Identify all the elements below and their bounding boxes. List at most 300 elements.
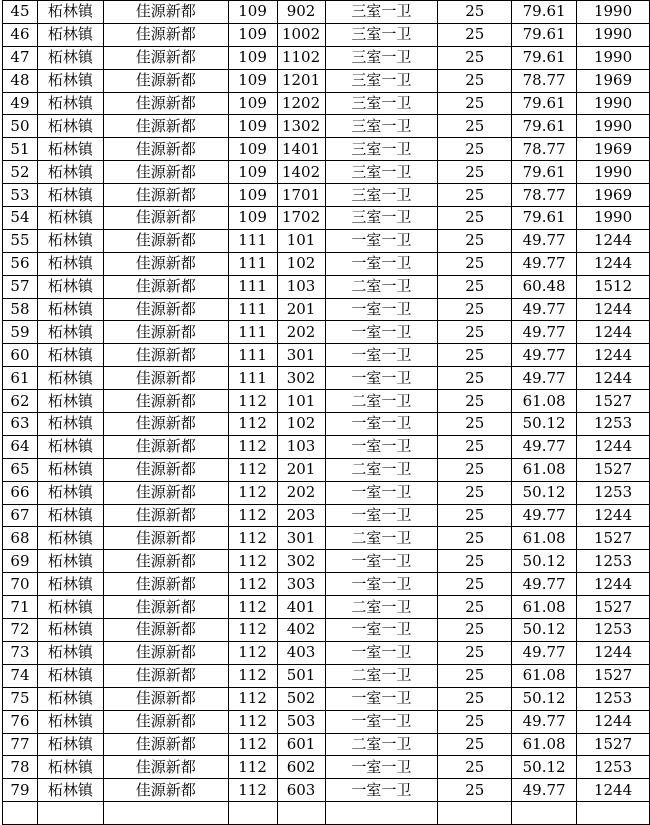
- table-cell: 1527: [577, 664, 650, 687]
- table-cell: 603: [277, 779, 325, 802]
- table-cell: 25: [438, 733, 512, 756]
- table-cell: 61.08: [512, 596, 577, 619]
- table-cell: 61.08: [512, 733, 577, 756]
- table-cell: 112: [228, 458, 277, 481]
- table-cell: 50.12: [512, 619, 577, 642]
- table-cell: 25: [438, 184, 512, 207]
- table-cell: 1244: [577, 344, 650, 367]
- table-cell: 佳源新都: [103, 664, 228, 687]
- table-cell: 25: [438, 115, 512, 138]
- table-cell: 112: [228, 710, 277, 733]
- table-cell: 柘林镇: [37, 275, 103, 298]
- table-cell: 三室一卫: [325, 23, 438, 46]
- table-cell: 902: [277, 1, 325, 24]
- table-cell: 1990: [577, 92, 650, 115]
- table-cell: 68: [3, 527, 38, 550]
- table-cell: 49.77: [512, 710, 577, 733]
- table-cell: 1527: [577, 596, 650, 619]
- table-cell: 佳源新都: [103, 687, 228, 710]
- table-cell: 柘林镇: [37, 321, 103, 344]
- table-cell: 1969: [577, 138, 650, 161]
- table-cell: 79.61: [512, 46, 577, 69]
- table-cell: 112: [228, 641, 277, 664]
- table-cell: 一室一卫: [325, 687, 438, 710]
- table-cell: 79.61: [512, 207, 577, 230]
- table-cell: 佳源新都: [103, 619, 228, 642]
- table-cell: 柘林镇: [37, 367, 103, 390]
- table-cell: 一室一卫: [325, 641, 438, 664]
- table-cell: 49.77: [512, 504, 577, 527]
- table-cell: 1527: [577, 390, 650, 413]
- table-cell: 1990: [577, 115, 650, 138]
- table-cell: 佳源新都: [103, 69, 228, 92]
- table-cell: 25: [438, 367, 512, 390]
- table-cell: [103, 802, 228, 825]
- table-cell: 112: [228, 550, 277, 573]
- table-row: [3, 390, 650, 413]
- table-cell: 佳源新都: [103, 115, 228, 138]
- table-cell: 109: [228, 115, 277, 138]
- table-cell: 1527: [577, 527, 650, 550]
- table-cell: 佳源新都: [103, 573, 228, 596]
- table-cell: 25: [438, 413, 512, 436]
- table-cell: 二室一卫: [325, 390, 438, 413]
- table-cell: 1102: [277, 46, 325, 69]
- table-cell: 102: [277, 413, 325, 436]
- table-cell: 25: [438, 390, 512, 413]
- table-row: [3, 710, 650, 733]
- table-cell: 109: [228, 207, 277, 230]
- table-cell: 1969: [577, 184, 650, 207]
- table-cell: 1244: [577, 321, 650, 344]
- table-cell: 柘林镇: [37, 550, 103, 573]
- table-cell: 101: [277, 229, 325, 252]
- table-cell: 柘林镇: [37, 229, 103, 252]
- table-row: [3, 207, 650, 230]
- table-cell: 66: [3, 481, 38, 504]
- table-row: [3, 458, 650, 481]
- table-cell: 1244: [577, 298, 650, 321]
- table-cell: 57: [3, 275, 38, 298]
- table-cell: 1244: [577, 710, 650, 733]
- table-cell: 111: [228, 252, 277, 275]
- table-cell: 53: [3, 184, 38, 207]
- table-cell: 78.77: [512, 69, 577, 92]
- table-cell: 1702: [277, 207, 325, 230]
- table-cell: 柘林镇: [37, 596, 103, 619]
- table-cell: 103: [277, 275, 325, 298]
- table-cell: 25: [438, 504, 512, 527]
- table-cell: 佳源新都: [103, 321, 228, 344]
- table-cell: 柘林镇: [37, 481, 103, 504]
- table-cell: 25: [438, 23, 512, 46]
- table-cell: [512, 802, 577, 825]
- table-cell: 111: [228, 229, 277, 252]
- table-cell: 佳源新都: [103, 298, 228, 321]
- table-cell: 63: [3, 413, 38, 436]
- table-cell: 柘林镇: [37, 138, 103, 161]
- table-cell: 109: [228, 92, 277, 115]
- table-cell: 109: [228, 69, 277, 92]
- table-cell: 柘林镇: [37, 458, 103, 481]
- table-cell: 1990: [577, 161, 650, 184]
- table-cell: 佳源新都: [103, 367, 228, 390]
- table-cell: 一室一卫: [325, 435, 438, 458]
- table-cell: 109: [228, 23, 277, 46]
- table-cell: 25: [438, 527, 512, 550]
- table-cell: 1253: [577, 413, 650, 436]
- table-cell: 109: [228, 1, 277, 24]
- table-cell: 1202: [277, 92, 325, 115]
- table-cell: 一室一卫: [325, 710, 438, 733]
- table-cell: 一室一卫: [325, 619, 438, 642]
- table-cell: 112: [228, 664, 277, 687]
- table-cell: 佳源新都: [103, 779, 228, 802]
- table-cell: 112: [228, 596, 277, 619]
- table-row: [3, 1, 650, 24]
- table-cell: 112: [228, 504, 277, 527]
- table-cell: 一室一卫: [325, 550, 438, 573]
- table-cell: 25: [438, 779, 512, 802]
- table-cell: 1244: [577, 504, 650, 527]
- table-cell: 50.12: [512, 550, 577, 573]
- table-row: [3, 161, 650, 184]
- table-body: [3, 1, 650, 825]
- table-cell: 112: [228, 527, 277, 550]
- table-cell: 25: [438, 619, 512, 642]
- table-cell: 112: [228, 573, 277, 596]
- table-cell: 50.12: [512, 413, 577, 436]
- table-row: [3, 664, 650, 687]
- table-cell: 柘林镇: [37, 184, 103, 207]
- table-cell: 56: [3, 252, 38, 275]
- table-cell: 401: [277, 596, 325, 619]
- table-cell: 1527: [577, 733, 650, 756]
- table-cell: 佳源新都: [103, 435, 228, 458]
- table-cell: 302: [277, 550, 325, 573]
- table-cell: 三室一卫: [325, 184, 438, 207]
- table-cell: 601: [277, 733, 325, 756]
- table-cell: 202: [277, 321, 325, 344]
- table-cell: 73: [3, 641, 38, 664]
- table-cell: 佳源新都: [103, 344, 228, 367]
- table-cell: 一室一卫: [325, 298, 438, 321]
- table-cell: 佳源新都: [103, 458, 228, 481]
- table-cell: 1201: [277, 69, 325, 92]
- table-cell: 佳源新都: [103, 527, 228, 550]
- table-cell: 79.61: [512, 92, 577, 115]
- table-row: [3, 733, 650, 756]
- table-cell: 25: [438, 92, 512, 115]
- table-cell: 25: [438, 435, 512, 458]
- table-cell: 48: [3, 69, 38, 92]
- table-cell: 1969: [577, 69, 650, 92]
- table-cell: 1244: [577, 435, 650, 458]
- table-cell: 77: [3, 733, 38, 756]
- table-cell: 52: [3, 161, 38, 184]
- table-cell: 佳源新都: [103, 596, 228, 619]
- table-cell: 111: [228, 321, 277, 344]
- table-cell: 1244: [577, 367, 650, 390]
- table-row: [3, 92, 650, 115]
- table-cell: 49.77: [512, 229, 577, 252]
- table-cell: 二室一卫: [325, 458, 438, 481]
- table-cell: 403: [277, 641, 325, 664]
- table-cell: 1302: [277, 115, 325, 138]
- table-cell: 71: [3, 596, 38, 619]
- table-row: [3, 46, 650, 69]
- table-cell: 49.77: [512, 779, 577, 802]
- table-cell: 61.08: [512, 664, 577, 687]
- table-cell: 一室一卫: [325, 367, 438, 390]
- table-cell: 62: [3, 390, 38, 413]
- table-cell: 602: [277, 756, 325, 779]
- table-cell: 1990: [577, 1, 650, 24]
- table-row: [3, 229, 650, 252]
- table-cell: 50.12: [512, 687, 577, 710]
- table-cell: 51: [3, 138, 38, 161]
- table-cell: 二室一卫: [325, 275, 438, 298]
- table-cell: 佳源新都: [103, 710, 228, 733]
- table-row: [3, 275, 650, 298]
- table-row: [3, 115, 650, 138]
- table-cell: 柘林镇: [37, 252, 103, 275]
- table-cell: 柘林镇: [37, 504, 103, 527]
- table-cell: 112: [228, 733, 277, 756]
- table-cell: 103: [277, 435, 325, 458]
- table-cell: 佳源新都: [103, 413, 228, 436]
- table-cell: 55: [3, 229, 38, 252]
- table-cell: 佳源新都: [103, 184, 228, 207]
- table-cell: 49.77: [512, 321, 577, 344]
- table-cell: 25: [438, 344, 512, 367]
- table-row: [3, 481, 650, 504]
- table-cell: 60.48: [512, 275, 577, 298]
- table-cell: 佳源新都: [103, 390, 228, 413]
- table-cell: 一室一卫: [325, 321, 438, 344]
- table-cell: 佳源新都: [103, 92, 228, 115]
- table-cell: 柘林镇: [37, 23, 103, 46]
- table-cell: 一室一卫: [325, 344, 438, 367]
- table-cell: 柘林镇: [37, 664, 103, 687]
- table-cell: 柘林镇: [37, 207, 103, 230]
- table-cell: 佳源新都: [103, 138, 228, 161]
- table-cell: 柘林镇: [37, 779, 103, 802]
- table-cell: 柘林镇: [37, 298, 103, 321]
- table-cell: 佳源新都: [103, 550, 228, 573]
- table-cell: 112: [228, 756, 277, 779]
- table-cell: 柘林镇: [37, 92, 103, 115]
- table-cell: 76: [3, 710, 38, 733]
- table-cell: 25: [438, 664, 512, 687]
- table-cell: 49.77: [512, 344, 577, 367]
- table-cell: 1253: [577, 619, 650, 642]
- table-row: [3, 619, 650, 642]
- table-cell: 79.61: [512, 1, 577, 24]
- table-cell: 三室一卫: [325, 115, 438, 138]
- table-cell: 25: [438, 756, 512, 779]
- table-cell: 佳源新都: [103, 733, 228, 756]
- table-cell: 佳源新都: [103, 23, 228, 46]
- table-cell: 111: [228, 298, 277, 321]
- table-cell: 柘林镇: [37, 161, 103, 184]
- table-cell: 1990: [577, 46, 650, 69]
- table-cell: 三室一卫: [325, 69, 438, 92]
- table-cell: 59: [3, 321, 38, 344]
- table-cell: 佳源新都: [103, 1, 228, 24]
- table-cell: [577, 802, 650, 825]
- table-cell: 佳源新都: [103, 207, 228, 230]
- table-cell: 一室一卫: [325, 252, 438, 275]
- table-cell: 25: [438, 207, 512, 230]
- table-cell: 1990: [577, 207, 650, 230]
- table-cell: 佳源新都: [103, 275, 228, 298]
- table-cell: 109: [228, 138, 277, 161]
- table-cell: 二室一卫: [325, 664, 438, 687]
- table-cell: 65: [3, 458, 38, 481]
- table-cell: 49.77: [512, 641, 577, 664]
- table-cell: 112: [228, 619, 277, 642]
- table-row: [3, 641, 650, 664]
- table-cell: 三室一卫: [325, 1, 438, 24]
- table-cell: 柘林镇: [37, 527, 103, 550]
- table-cell: 50.12: [512, 481, 577, 504]
- rental-housing-table: [2, 0, 650, 825]
- table-cell: 111: [228, 275, 277, 298]
- table-cell: 柘林镇: [37, 344, 103, 367]
- table-cell: 49.77: [512, 367, 577, 390]
- table-cell: 25: [438, 687, 512, 710]
- table-cell: 25: [438, 69, 512, 92]
- table-cell: 79.61: [512, 161, 577, 184]
- table-cell: 柘林镇: [37, 710, 103, 733]
- table-cell: 112: [228, 413, 277, 436]
- table-cell: 25: [438, 321, 512, 344]
- table-cell: 一室一卫: [325, 779, 438, 802]
- table-row: [3, 298, 650, 321]
- table-cell: 柘林镇: [37, 687, 103, 710]
- table-cell: 47: [3, 46, 38, 69]
- table-cell: 柘林镇: [37, 46, 103, 69]
- table-row: [3, 573, 650, 596]
- table-cell: 佳源新都: [103, 756, 228, 779]
- table-cell: 61.08: [512, 458, 577, 481]
- table-cell: 25: [438, 550, 512, 573]
- table-cell: 佳源新都: [103, 481, 228, 504]
- table-row: [3, 596, 650, 619]
- table-cell: 109: [228, 161, 277, 184]
- table-row: [3, 367, 650, 390]
- table-cell: 202: [277, 481, 325, 504]
- table-cell: 三室一卫: [325, 92, 438, 115]
- table-cell: 303: [277, 573, 325, 596]
- table-cell: 79.61: [512, 115, 577, 138]
- table-cell: 25: [438, 298, 512, 321]
- table-cell: 112: [228, 481, 277, 504]
- table-cell: 1244: [577, 252, 650, 275]
- table-cell: 25: [438, 275, 512, 298]
- table-cell: 佳源新都: [103, 252, 228, 275]
- table-cell: 54: [3, 207, 38, 230]
- table-cell: 柘林镇: [37, 619, 103, 642]
- table-row: [3, 69, 650, 92]
- table-cell: 一室一卫: [325, 481, 438, 504]
- table-cell: 112: [228, 779, 277, 802]
- table-row: [3, 138, 650, 161]
- table-cell: 一室一卫: [325, 756, 438, 779]
- table-row: [3, 184, 650, 207]
- table-cell: 45: [3, 1, 38, 24]
- table-cell: 1512: [577, 275, 650, 298]
- table-cell: 60: [3, 344, 38, 367]
- table-cell: 72: [3, 619, 38, 642]
- table-cell: 柘林镇: [37, 390, 103, 413]
- table-cell: 1401: [277, 138, 325, 161]
- table-cell: 109: [228, 184, 277, 207]
- table-cell: 三室一卫: [325, 138, 438, 161]
- table-cell: 201: [277, 298, 325, 321]
- table-cell: 302: [277, 367, 325, 390]
- table-row: [3, 435, 650, 458]
- table-cell: 佳源新都: [103, 229, 228, 252]
- table-cell: 78.77: [512, 184, 577, 207]
- table-cell: 49.77: [512, 435, 577, 458]
- table-cell: 1253: [577, 550, 650, 573]
- table-cell: 25: [438, 138, 512, 161]
- table-cell: 75: [3, 687, 38, 710]
- table-cell: 25: [438, 46, 512, 69]
- table-cell: 301: [277, 344, 325, 367]
- table-cell: 70: [3, 573, 38, 596]
- table-cell: 25: [438, 229, 512, 252]
- table-cell: 203: [277, 504, 325, 527]
- table-cell: 101: [277, 390, 325, 413]
- table-cell: [3, 802, 38, 825]
- table-cell: 柘林镇: [37, 1, 103, 24]
- table-cell: 二室一卫: [325, 596, 438, 619]
- table-cell: 503: [277, 710, 325, 733]
- table-cell: [228, 802, 277, 825]
- table-cell: 49.77: [512, 573, 577, 596]
- table-row: [3, 550, 650, 573]
- table-cell: 佳源新都: [103, 641, 228, 664]
- table-row: [3, 527, 650, 550]
- table-cell: 1244: [577, 229, 650, 252]
- table-cell: 79.61: [512, 23, 577, 46]
- table-row: [3, 413, 650, 436]
- table-cell: 69: [3, 550, 38, 573]
- table-cell: 三室一卫: [325, 161, 438, 184]
- table-cell: 1244: [577, 573, 650, 596]
- table-row: [3, 252, 650, 275]
- table-cell: 25: [438, 596, 512, 619]
- table-row: [3, 344, 650, 367]
- table-cell: [277, 802, 325, 825]
- table-cell: 柘林镇: [37, 756, 103, 779]
- table-row: [3, 23, 650, 46]
- table-cell: 1244: [577, 779, 650, 802]
- table-cell: 61.08: [512, 390, 577, 413]
- table-cell: 二室一卫: [325, 733, 438, 756]
- table-cell: 1990: [577, 23, 650, 46]
- table-cell: 一室一卫: [325, 504, 438, 527]
- table-cell: 61.08: [512, 527, 577, 550]
- table-cell: 50: [3, 115, 38, 138]
- table-cell: 402: [277, 619, 325, 642]
- table-cell: 25: [438, 481, 512, 504]
- table-cell: 柘林镇: [37, 69, 103, 92]
- table-cell: 佳源新都: [103, 504, 228, 527]
